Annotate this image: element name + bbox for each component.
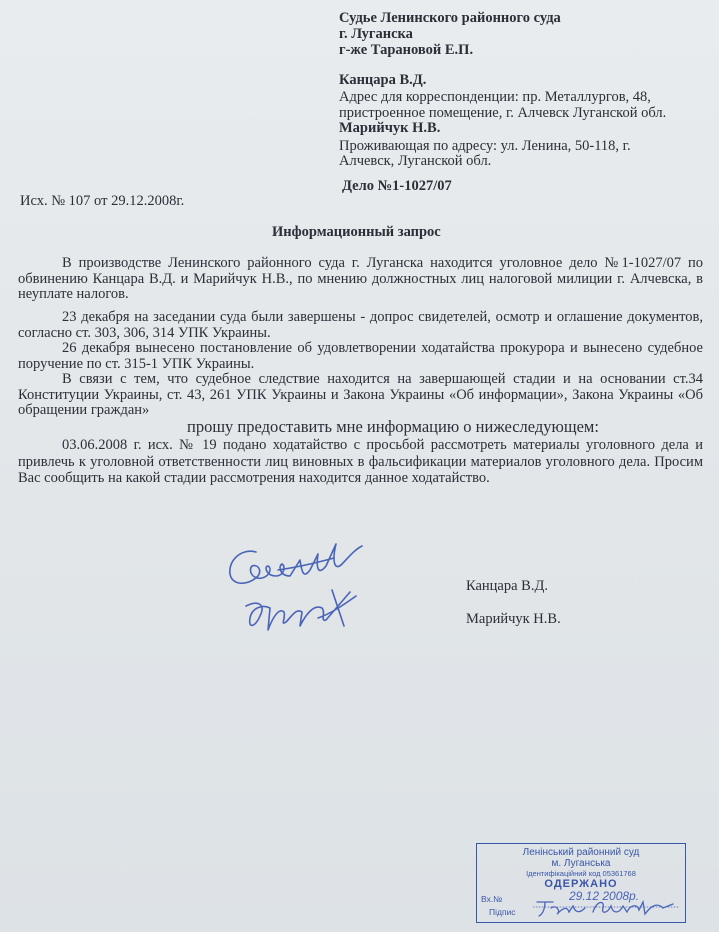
handwritten-signatures (222, 530, 372, 640)
sender2-address-line-1: Проживающая по адресу: ул. Ленина, 50-118, г. (339, 138, 631, 154)
stamp-court-name: Ленінський районний суд (522, 847, 640, 858)
case-number: Дело №1-1027/07 (342, 178, 452, 194)
stamp-date-prefix: Вх.№ (481, 894, 503, 904)
stamp-city: м. Луганська (551, 858, 611, 869)
sender1-address-line-1: Адрес для корреспонденции: пр. Металлургов, 48, (339, 89, 651, 105)
addressee-line-1: Судье Ленинского районного суда (339, 10, 561, 26)
stamp-received: ОДЕРЖАНО (544, 878, 618, 890)
court-received-stamp (476, 843, 686, 923)
sender1-address-line-2: пристроенное помещение, г. Алчевск Луганской обл. (339, 105, 667, 121)
sender2-name: Марийчук Н.В. (339, 120, 441, 136)
body-paragraph-1: В производстве Ленинского районного суда г. Луганска находится уголовное дело №1-1027/07 по обвинению Канцара В.Д. и Марийчук Н.В., по мнению должностных лиц налоговой милиции г. Алчевска, в неуплате налогов. (18, 255, 703, 302)
sender1-name: Канцара В.Д. (339, 72, 427, 88)
stamp-date-handwritten: 29.12 2008р. (569, 889, 640, 903)
body-paragraph-3: 26 декабря вынесено постановление об удовлетворении ходатайства прокурора и вынесено судебное поручение по ст. 315-1 УПК Украины. (18, 340, 703, 372)
stamp-id-code: Ідентифікаційний код 05361768 (526, 869, 636, 878)
sender2-address-line-2: Алчевск, Луганской обл. (339, 153, 492, 169)
body-paragraph-2: 23 декабря на заседании суда были завершены - допрос свидетелей, осмотр и оглашение документов, согласно ст. 303, 306, 314 УПК Украины. (18, 309, 703, 341)
outgoing-number: Исх. № 107 от 29.12.2008г. (20, 193, 185, 209)
body-paragraph-4: В связи с тем, что судебное следствие находится на завершающей стадии и на основании ст.34 Конституции Украины, ст. 43, 261 УПК Украины и Закона Украины «Об информации», Закона Украины «Об обращении граждан» (18, 371, 703, 418)
addressee-line-2: г. Луганска (339, 26, 413, 42)
stamp-signature-label: Підпис (489, 907, 516, 917)
addressee-line-3: г-же Тарановой Е.П. (339, 42, 474, 58)
signatory-2: Марийчук Н.В. (466, 611, 561, 627)
document-title: Информационный запрос (272, 224, 441, 240)
request-paragraph: 03.06.2008 г. исх. № 19 подано ходатайство с просьбой рассмотреть материалы уголовного дела и привлечь к уголовной ответственности лиц виновных в фальсификации материалов уголовного дела. Просим Вас сообщить на какой стадии рассмотрения находится данное ходатайство. (18, 437, 703, 486)
request-line: прошу предоставить мне информацию о нижеследующем: (187, 417, 599, 436)
stamp-signature (533, 898, 679, 920)
signatory-1: Канцара В.Д. (466, 578, 548, 594)
